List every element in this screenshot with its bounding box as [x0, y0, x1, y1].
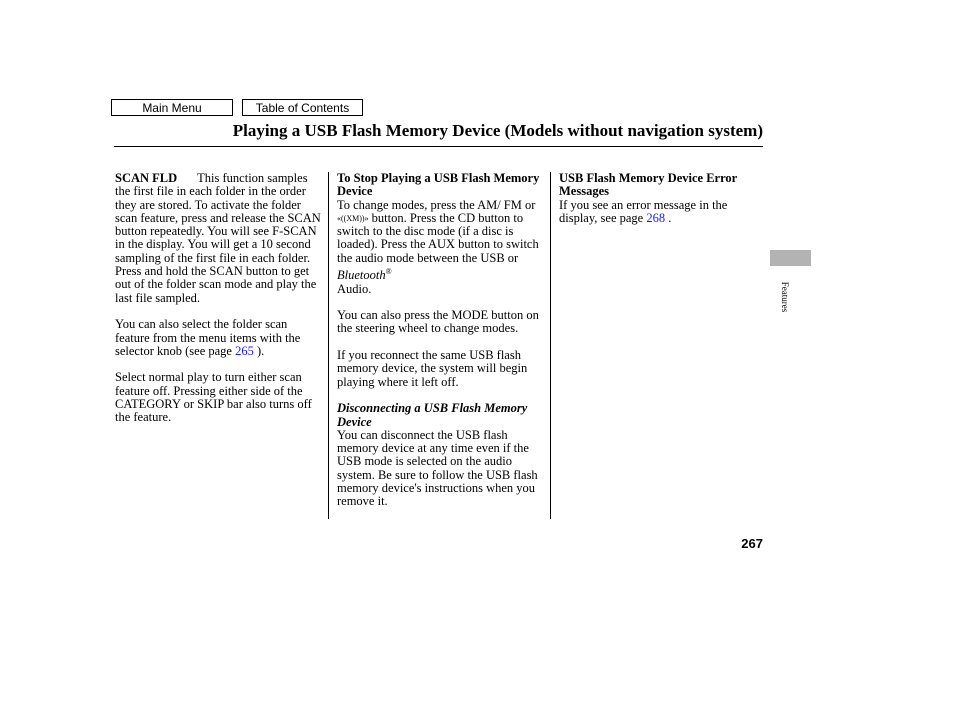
- disconnecting-paragraph: You can disconnect the USB flash memory device at any time even if the USB mode is selected on the audio system. Be sure to follow the USB flash memory device's instructions when you remove it.: [337, 427, 538, 509]
- scan-fld-paragraph: [115, 172, 323, 305]
- column-right: [559, 172, 763, 225]
- title-divider: [114, 146, 763, 147]
- column-divider-2: [550, 172, 551, 519]
- error-messages-heading: USB Flash Memory Device Error Messages: [559, 171, 737, 199]
- column-left: [115, 172, 323, 425]
- page-268-link[interactable]: 268: [646, 210, 666, 225]
- section-label: Features: [780, 281, 790, 313]
- xm-radio-icon: «((XM))»: [337, 213, 369, 223]
- folder-scan-text: You can also select the folder scan feature from the menu items with the selector knob (see page: [115, 317, 301, 358]
- column-middle: [337, 172, 543, 509]
- normal-play-paragraph: Select normal play to turn either scan feature off. Pressing either side of the CATEGORY or SKIP bar also turns off the feature.: [115, 370, 312, 425]
- main-menu-button[interactable]: Main Menu: [111, 99, 233, 116]
- change-modes-paragraph: [337, 199, 543, 296]
- section-tab: [770, 250, 811, 266]
- change-modes-text: To change modes, press the AM/ FM or: [337, 197, 536, 212]
- error-messages-text: If you see an error message in the display, see page: [559, 197, 728, 225]
- column-divider-1: [328, 172, 329, 519]
- error-messages-text-end: .: [665, 210, 672, 225]
- page-265-link[interactable]: 265: [235, 343, 254, 358]
- scan-fld-text: This function samples the first file in each folder in the order they are stored. To activate the folder scan feature, press and release the SCAN button repeatedly. You will see F-SCAN in the display. You will get a 10 second sampling of the first file in each folder. Press and hold the SCAN button to get out of the folder scan mode and play the last file sampled.: [115, 171, 321, 305]
- stop-playing-heading: To Stop Playing a USB Flash Memory Device: [337, 171, 540, 199]
- reconnect-paragraph: If you reconnect the same USB flash memory device, the system will begin playing where it left off.: [337, 348, 528, 389]
- bluetooth-label: Bluetooth: [337, 268, 386, 283]
- change-modes-text-end: Audio.: [337, 281, 372, 296]
- page-number: 267: [741, 536, 763, 551]
- error-messages-paragraph: [559, 199, 763, 226]
- table-of-contents-button[interactable]: Table of Contents: [242, 99, 363, 116]
- disconnecting-heading: Disconnecting a USB Flash Memory Device: [337, 401, 528, 429]
- page-title: Playing a USB Flash Memory Device (Models without navigation system): [232, 121, 763, 140]
- change-modes-text-mid: button. Press the CD button to switch to the disc mode (if a disc is loaded). Press the AUX button to switch the audio mode between the USB or: [337, 210, 539, 265]
- scan-fld-heading: SCAN FLD: [115, 171, 178, 185]
- folder-scan-text-end: ).: [253, 343, 265, 358]
- folder-scan-paragraph: [115, 318, 323, 358]
- mode-button-paragraph: You can also press the MODE button on the steering wheel to change modes.: [337, 308, 539, 336]
- registered-mark: ®: [385, 267, 392, 277]
